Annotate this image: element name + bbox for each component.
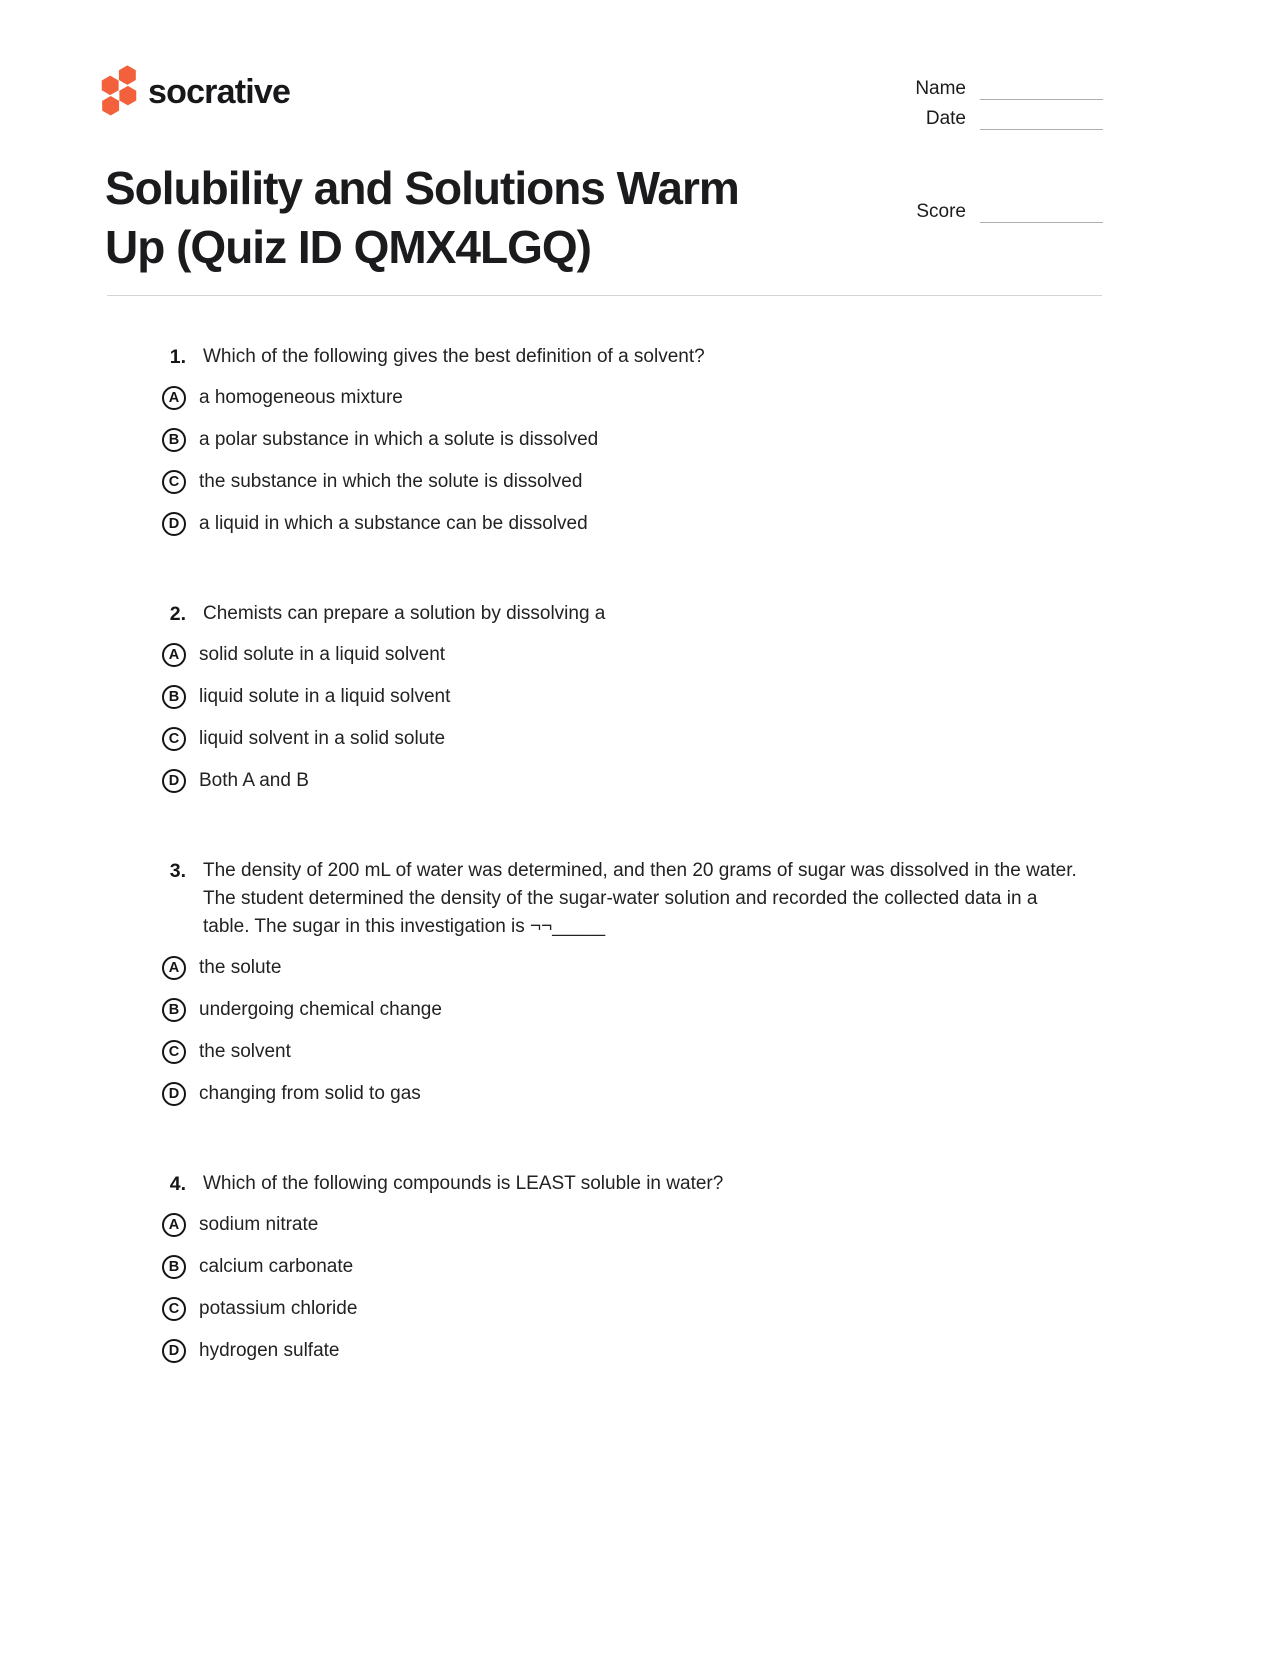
quiz-title: Solubility and Solutions Warm Up (Quiz ID QMX4LGQ) (105, 162, 739, 273)
option-text: the substance in which the solute is dissolved (199, 471, 583, 492)
date-blank-line (980, 108, 1103, 130)
option-letter-circle: B (162, 1255, 186, 1279)
question-2-option-d (160, 767, 1110, 795)
option-text: Both A and B (199, 770, 309, 791)
question-4-option-a (160, 1211, 1110, 1239)
question-2-option-a (160, 641, 1110, 669)
question-1-header (160, 343, 1110, 371)
option-text: a homogeneous mixture (199, 387, 403, 408)
question-3 (160, 857, 1110, 1108)
option-letter-circle: C (162, 1297, 186, 1321)
option-text: hydrogen sulfate (199, 1340, 340, 1361)
option-text: potassium chloride (199, 1298, 358, 1319)
option-letter-circle: A (162, 1213, 186, 1237)
option-letter-circle: D (162, 512, 186, 536)
question-4-options (160, 1211, 1110, 1365)
socrative-logo-text: socrative (148, 73, 291, 111)
question-4-option-c (160, 1295, 1110, 1323)
date-label: Date (925, 108, 966, 129)
name-field-row (875, 78, 1103, 100)
question-number: 2. (169, 603, 186, 625)
question-1-option-c (160, 468, 1110, 496)
option-text: solid solute in a liquid solvent (199, 644, 446, 665)
name-blank-line (980, 78, 1103, 100)
option-letter-circle: A (162, 386, 186, 410)
question-number: 4. (169, 1173, 186, 1195)
option-letter-circle: C (162, 1040, 186, 1064)
option-text: liquid solute in a liquid solvent (199, 686, 451, 707)
date-field-row (875, 108, 1103, 130)
question-4-option-b (160, 1253, 1110, 1281)
option-letter-circle: A (162, 956, 186, 980)
option-letter-circle: D (162, 1082, 186, 1106)
question-4-header (160, 1170, 1110, 1198)
question-1 (160, 343, 1110, 538)
option-text: calcium carbonate (199, 1256, 354, 1277)
question-list (160, 343, 1110, 1365)
question-3-header (160, 857, 1110, 941)
option-letter-circle: B (162, 428, 186, 452)
question-2-options (160, 641, 1110, 795)
question-2 (160, 600, 1110, 795)
question-4-option-d (160, 1337, 1110, 1365)
option-text: the solute (199, 957, 282, 978)
option-text: a liquid in which a substance can be dissolved (199, 513, 588, 534)
question-number: 3. (169, 860, 186, 882)
option-text: changing from solid to gas (199, 1083, 421, 1104)
question-3-option-c (160, 1038, 1110, 1066)
score-blank-line (980, 201, 1103, 223)
question-1-option-b (160, 426, 1110, 454)
question-1-option-d (160, 510, 1110, 538)
option-letter-circle: C (162, 727, 186, 751)
question-2-header (160, 600, 1110, 628)
name-label: Name (915, 78, 966, 99)
score-label: Score (916, 201, 966, 222)
question-number: 1. (169, 346, 186, 368)
option-letter-circle: A (162, 643, 186, 667)
option-letter-circle: B (162, 685, 186, 709)
question-1-option-a (160, 384, 1110, 412)
question-text: The density of 200 mL of water was determined, and then 20 grams of sugar was dissolved in the water. The student determined the density of the sugar-water solution and recorded the collected data in a table. The sugar in this investigation is ¬¬_____ (203, 860, 1077, 937)
option-letter-circle: B (162, 998, 186, 1022)
question-3-options (160, 954, 1110, 1108)
option-text: liquid solvent in a solid solute (199, 728, 446, 749)
question-4 (160, 1170, 1110, 1365)
score-field-row (875, 201, 1103, 223)
option-letter-circle: C (162, 470, 186, 494)
question-text: Which of the following gives the best definition of a solvent? (203, 346, 705, 367)
option-text: sodium nitrate (199, 1214, 319, 1235)
question-text: Which of the following compounds is LEAST soluble in water? (203, 1173, 724, 1194)
option-letter-circle: D (162, 1339, 186, 1363)
option-text: undergoing chemical change (199, 999, 442, 1020)
question-1-options (160, 384, 1110, 538)
question-text: Chemists can prepare a solution by dissolving a (203, 603, 606, 624)
question-3-option-d (160, 1080, 1110, 1108)
header-divider (107, 295, 1102, 296)
option-text: the solvent (199, 1041, 291, 1062)
question-2-option-c (160, 725, 1110, 753)
socrative-hexagons-icon (100, 64, 138, 116)
question-3-option-a (160, 954, 1110, 982)
option-letter-circle: D (162, 769, 186, 793)
student-info-fields (875, 78, 1103, 231)
option-text: a polar substance in which a solute is dissolved (199, 429, 599, 450)
question-3-option-b (160, 996, 1110, 1024)
question-2-option-b (160, 683, 1110, 711)
socrative-logo (100, 64, 290, 116)
